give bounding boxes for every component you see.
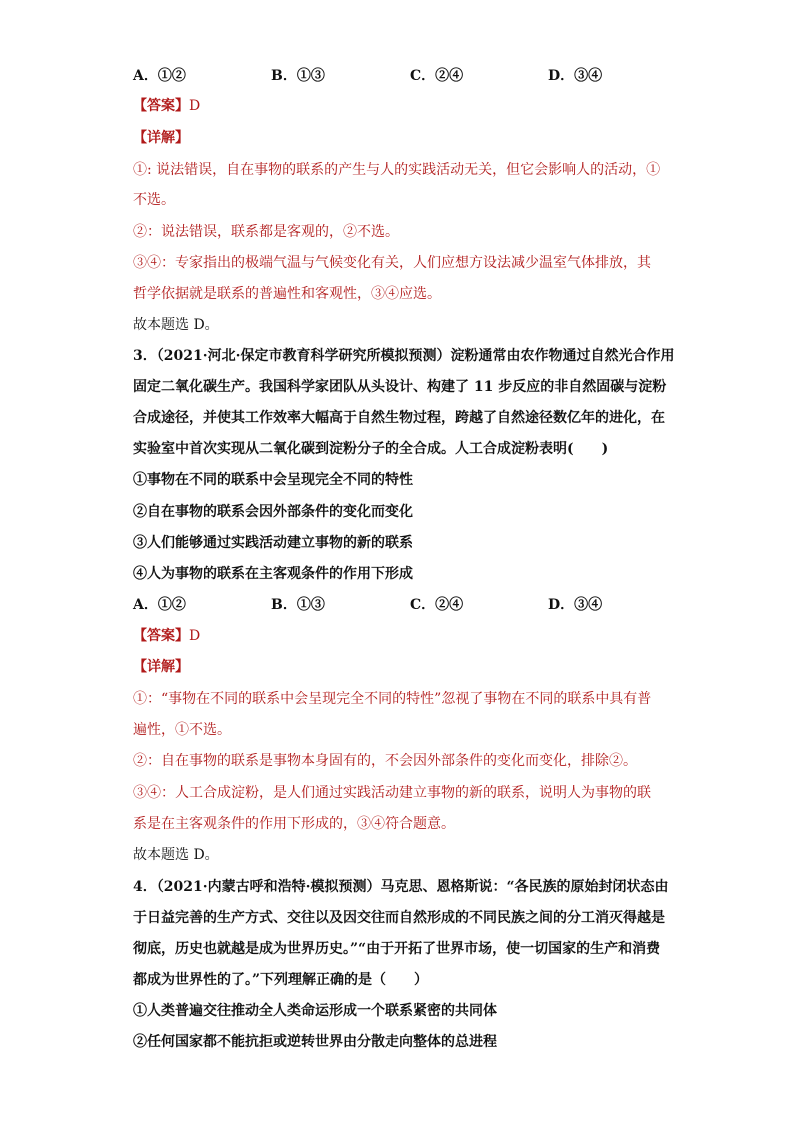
answer-value: D	[189, 628, 201, 644]
q2-explain-line: 不选。	[133, 192, 175, 208]
q2-explain-line: ③④：专家指出的极端气温与气候变化有关，人们应想方设法减少温室气体排放，其	[133, 255, 651, 271]
q2-conclusion: 故本题选 D。	[133, 317, 219, 333]
q3-statement: ④人为事物的联系在主客观条件的作用下形成	[133, 566, 413, 582]
q2-explain-line: ②：说法错误，联系都是客观的，②不选。	[133, 224, 399, 240]
q2-detail-tag: 【详解】	[133, 130, 189, 146]
q2-option-b: B．①③	[271, 68, 325, 84]
q2-option-a: A．①②	[133, 68, 186, 84]
q3-stem-line: 实验室中首次实现从二氧化碳到淀粉分子的全合成。人工合成淀粉表明( )	[133, 441, 609, 457]
q4-stem-line: 都成为世界性的了。”下列理解正确的是（ ）	[133, 972, 429, 988]
q3-statement: ②自在事物的联系会因外部条件的变化而变化	[133, 504, 413, 520]
q3-answer	[133, 626, 673, 646]
q3-explain-line: ②：自在事物的联系是事物本身固有的，不会因外部条件的变化而变化，排除②。	[133, 753, 637, 769]
q3-explain-line: ③④：人工合成淀粉，是人们通过实践活动建立事物的新的联系，说明人为事物的联	[133, 785, 651, 801]
q3-conclusion: 故本题选 D。	[133, 847, 219, 863]
q3-stem-line: 固定二氧化碳生产。我国科学家团队从头设计、构建了 11 步反应的非自然固碳与淀粉	[133, 379, 667, 395]
q2-explain-line: ①: 说法错误，自在事物的联系的产生与人的实践活动无关，但它会影响人的活动，①	[133, 162, 661, 178]
q3-stem-line: 3．（2021·河北·保定市教育科学研究所模拟预测）淀粉通常由农作物通过自然光合作用	[133, 348, 675, 364]
q2-option-d: D．③④	[548, 68, 603, 84]
q3-statement: ①事物在不同的联系中会呈现完全不同的特性	[133, 472, 413, 488]
q4-stem-line: 于日益完善的生产方式、交往以及因交往而自然形成的不同民族之间的分工消灭得越是	[133, 910, 665, 926]
q3-explain-line: 遍性，①不选。	[133, 722, 231, 738]
q3-stem-line: 合成途径，并使其工作效率大幅高于自然生物过程，跨越了自然途径数亿年的进化，在	[133, 410, 665, 426]
q3-option-d: D．③④	[548, 597, 603, 613]
q3-option-c: C．②④	[410, 597, 464, 613]
answer-tag: 【答案】	[133, 98, 189, 114]
q3-statement: ③人们能够通过实践活动建立事物的新的联系	[133, 535, 413, 551]
q3-detail-tag: 【详解】	[133, 659, 189, 675]
q3-option-a: A．①②	[133, 597, 186, 613]
q3-explain-line: ①：“事物在不同的联系中会呈现完全不同的特性”忽视了事物在不同的联系中具有普	[133, 691, 652, 707]
q3-explain-line: 系是在主客观条件的作用下形成的，③④符合题意。	[133, 816, 455, 832]
q3-option-b: B．①③	[271, 597, 325, 613]
q2-answer	[133, 96, 673, 116]
q2-explain-line: 哲学依据就是联系的普遍性和客观性，③④应选。	[133, 286, 441, 302]
q4-stem-line: 4．（2021·内蒙古呼和浩特·模拟预测）马克思、恩格斯说：“各民族的原始封闭状态由	[133, 879, 669, 895]
q2-option-c: C．②④	[410, 68, 464, 84]
answer-value: D	[189, 98, 201, 114]
q4-statement: ①人类普遍交往推动全人类命运形成一个联系紧密的共同体	[133, 1003, 497, 1019]
answer-tag: 【答案】	[133, 628, 189, 644]
q4-stem-line: 彻底，历史也就越是成为世界历史。”“由于开拓了世界市场，使一切国家的生产和消费	[133, 941, 661, 957]
q4-statement: ②任何国家都不能抗拒或逆转世界由分散走向整体的总进程	[133, 1034, 497, 1050]
